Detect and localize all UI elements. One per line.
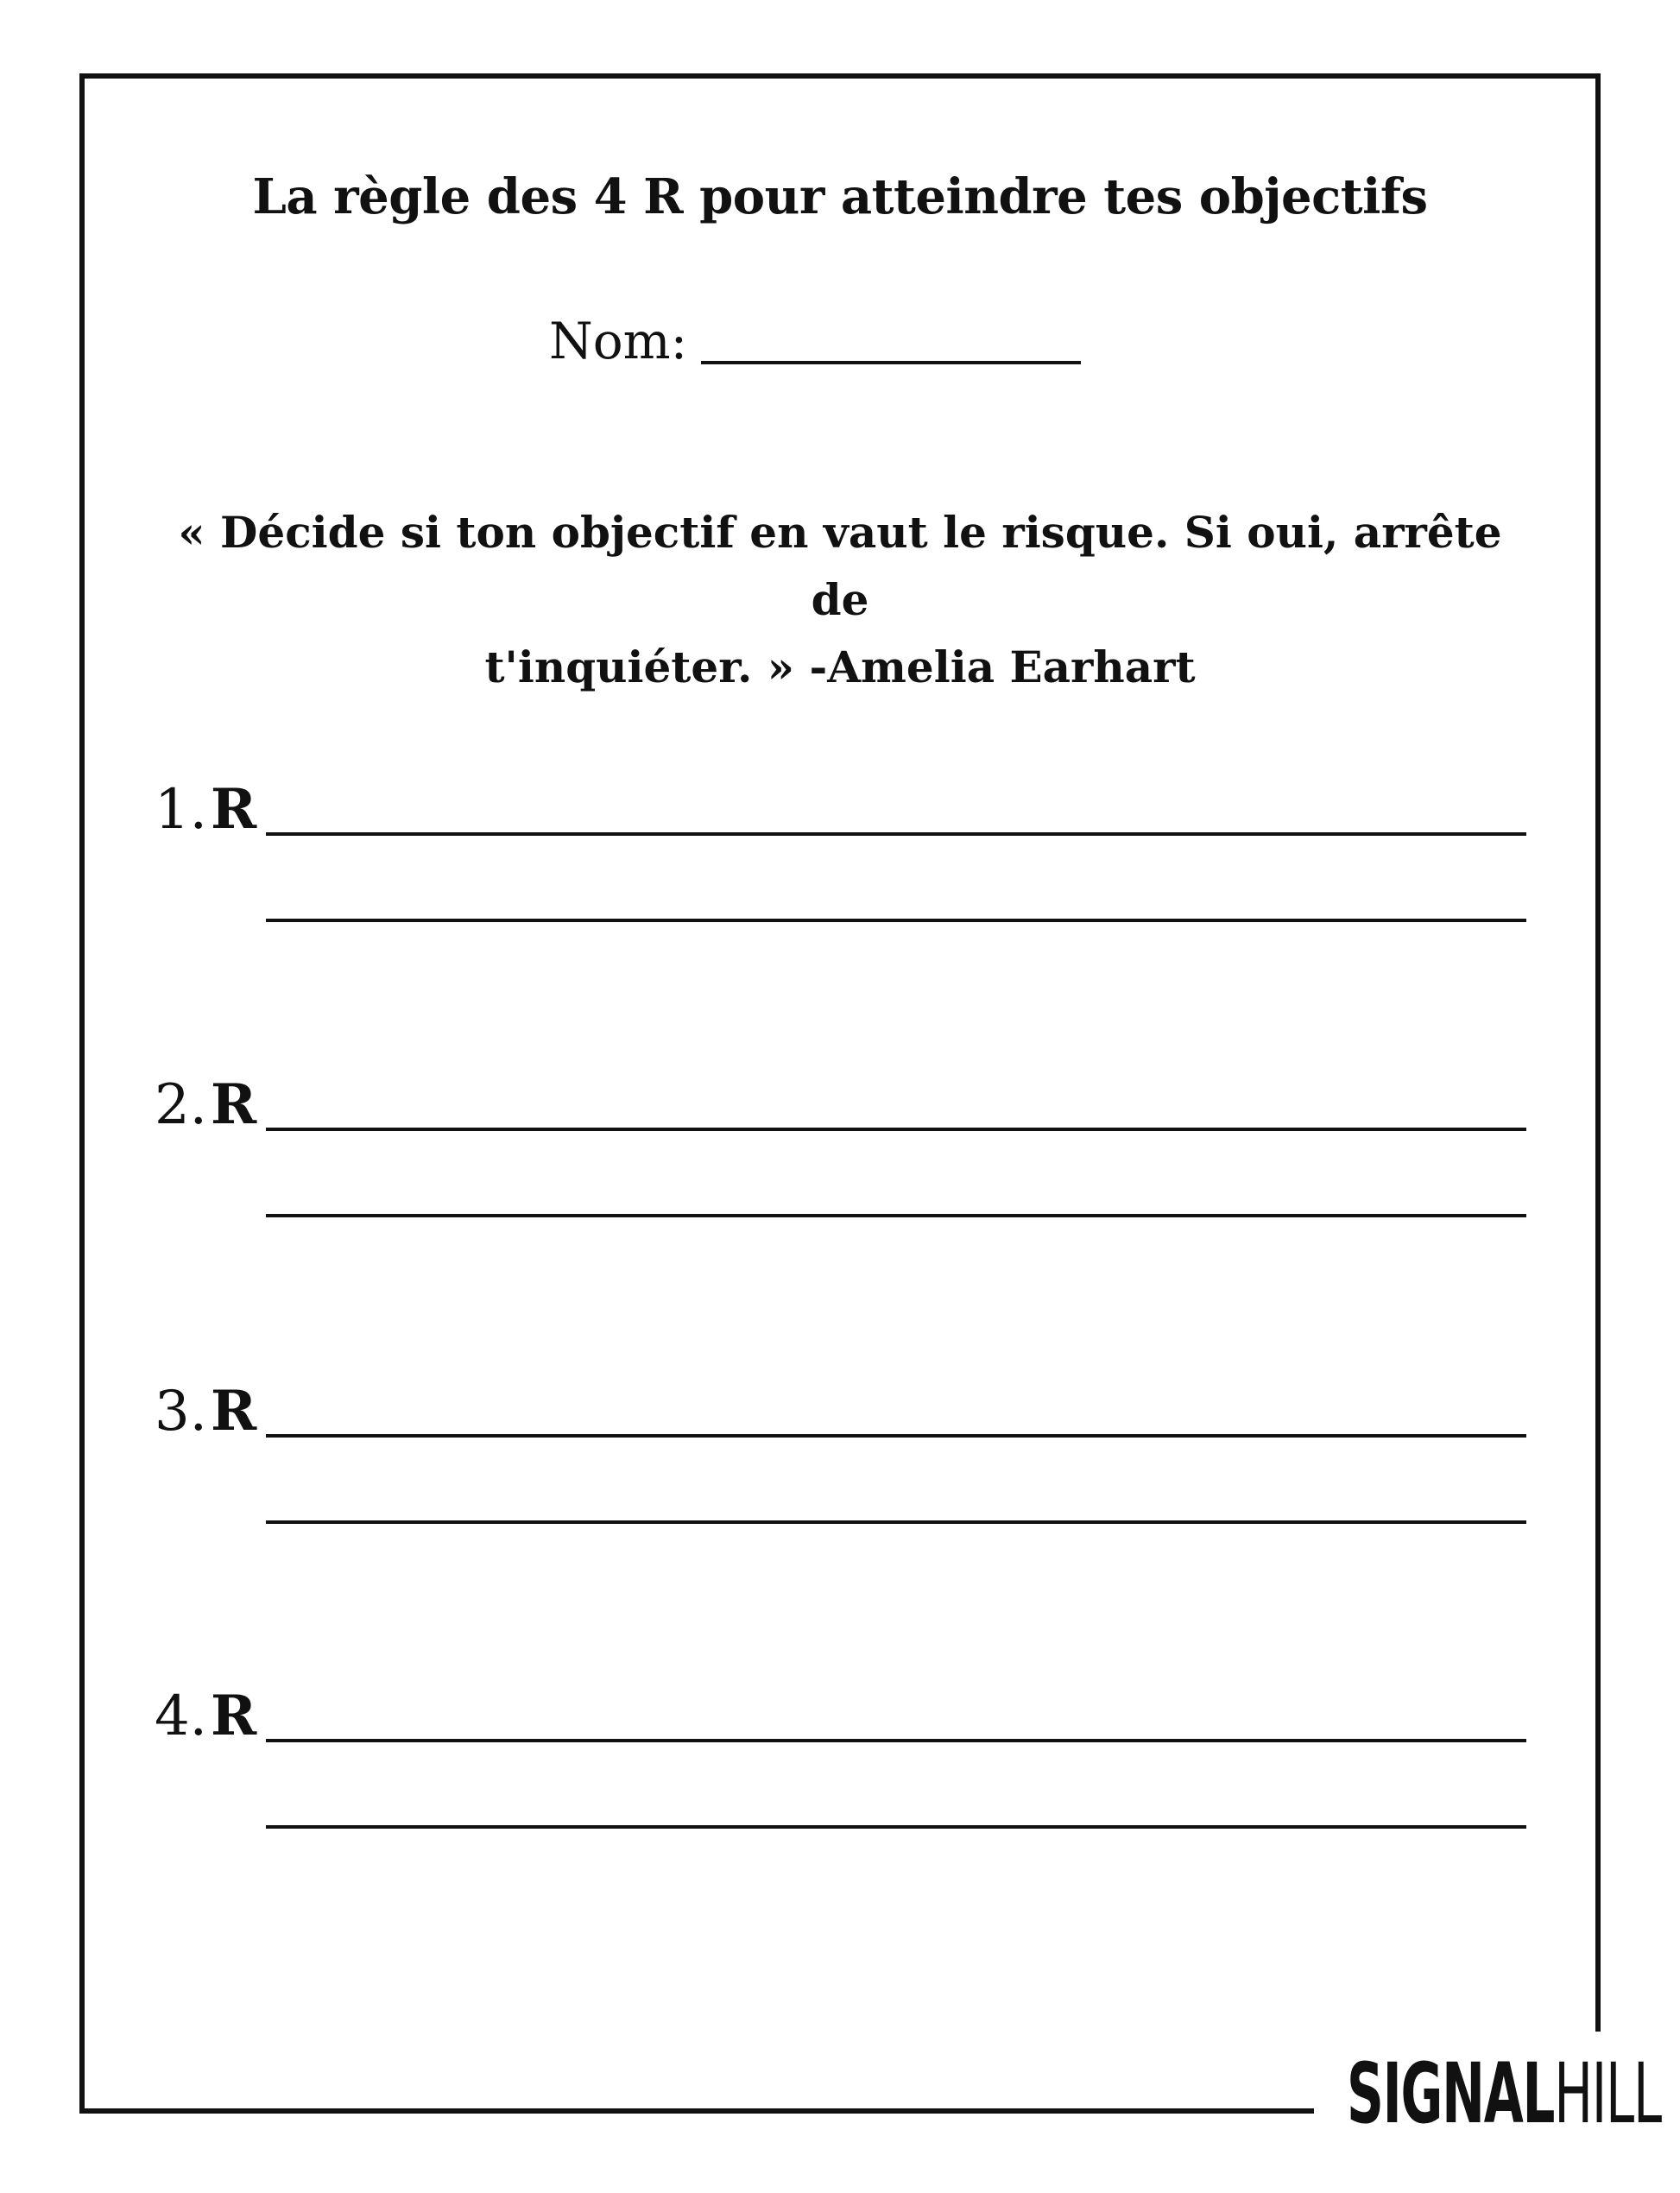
- entry-blank-line-2[interactable]: [266, 1214, 1526, 1217]
- entry-number: 1.: [154, 778, 207, 842]
- quote-line-2: t'inquiéter. » -Amelia Earhart: [484, 641, 1196, 692]
- name-label: Nom:: [549, 312, 688, 370]
- entry-3: [0, 1377, 1680, 1533]
- entry-number: 4.: [154, 1684, 207, 1748]
- entry-blank-line-1[interactable]: [266, 832, 1526, 836]
- entry-1: [0, 775, 1680, 931]
- name-blank-line[interactable]: [701, 361, 1081, 364]
- entry-letter: R: [211, 1684, 257, 1748]
- entry-number: 3.: [154, 1380, 207, 1444]
- entry-blank-line-2[interactable]: [266, 1825, 1526, 1829]
- entry-letter: R: [211, 1379, 257, 1444]
- quote-line-1: « Décide si ton objectif en vaut le risque. Si oui, arrête de: [178, 507, 1502, 625]
- logo-light-text: HILL: [1554, 2045, 1661, 2142]
- page-frame-bottom: [79, 2108, 1314, 2114]
- entry-4: [0, 1682, 1680, 1837]
- entry-blank-line-1[interactable]: [266, 1128, 1526, 1131]
- entry-2: [0, 1071, 1680, 1226]
- entry-blank-line-2[interactable]: [266, 1520, 1526, 1524]
- entry-blank-line-1[interactable]: [266, 1739, 1526, 1742]
- page-frame-top: [79, 73, 1601, 79]
- entry-blank-line-1[interactable]: [266, 1434, 1526, 1438]
- entry-blank-line-2[interactable]: [266, 919, 1526, 922]
- name-field-row: [549, 311, 1081, 371]
- worksheet-title: La règle des 4 R pour atteindre tes objectifs: [252, 168, 1428, 225]
- quote: [155, 499, 1525, 701]
- signalhill-logo: [1347, 2046, 1661, 2141]
- logo-bold-text: SIGNAL: [1347, 2045, 1555, 2142]
- entry-number: 2.: [154, 1073, 207, 1137]
- entry-letter: R: [211, 777, 257, 842]
- entry-letter: R: [211, 1072, 257, 1137]
